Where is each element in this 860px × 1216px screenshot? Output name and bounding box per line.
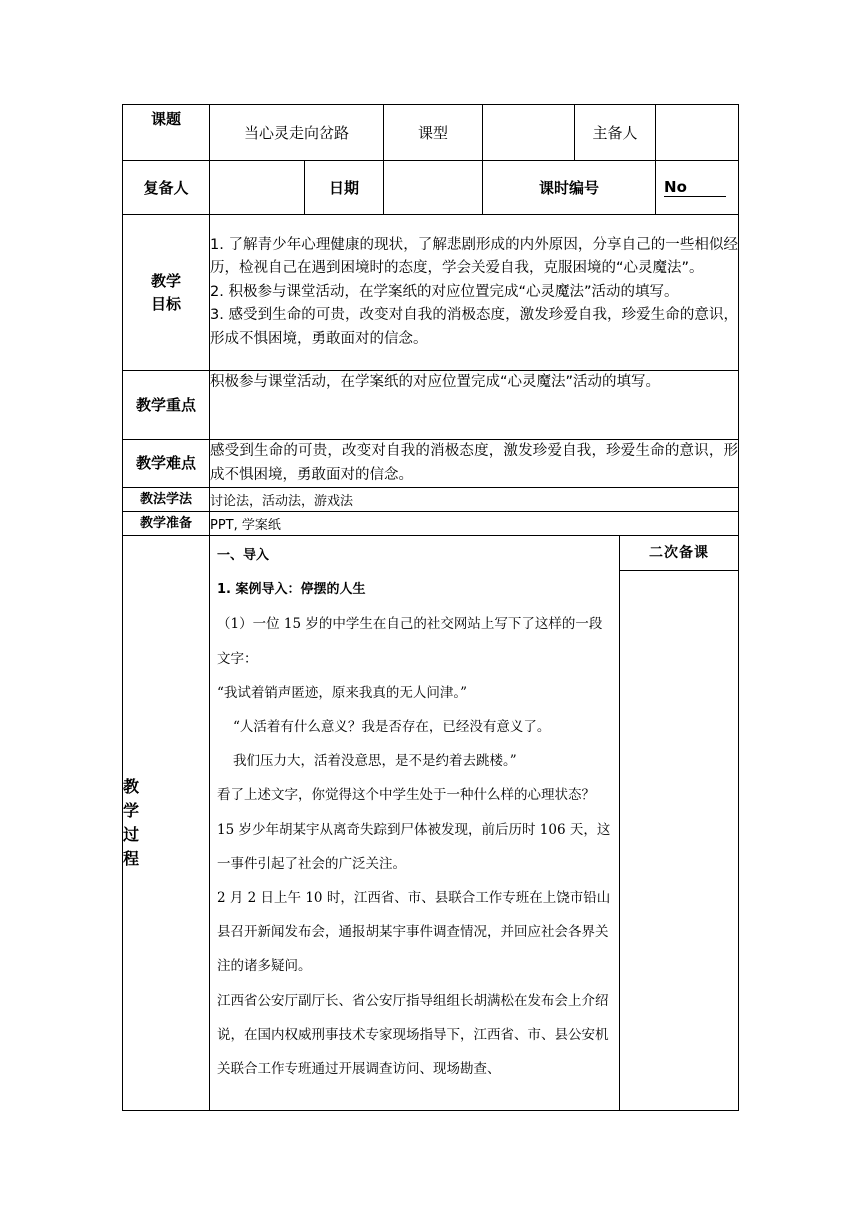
key-points-label: 教学重点 (123, 371, 210, 440)
topic-label: 课题 (123, 105, 210, 161)
process-paragraph: 江西省公安厅副厅长、省公安厅指导组组长胡满松在发布会上介绍说，在国内权威刑事技术专家现场指导下，江西省、市、县公安机关联合工作专班通过开展调查访问、现场勘查、 (217, 992, 609, 1078)
lead-preparer-label: 主备人 (575, 105, 656, 161)
preparation-text: PPT, 学案纸 (210, 512, 739, 536)
lesson-number-cell (656, 161, 739, 215)
preparation-label: 教学准备 (123, 512, 210, 536)
objectives-text: 1. 了解青少年心理健康的现状，了解悲剧形成的内外原因，分享自己的一些相似经历，检视自己在遇到困境时的态度，学会关爱自我，克服困境的“心灵魔法”。 2. 积极参与课堂活动，在学案纸的对应位置完成“心灵魔法”活动的填写。 3. 感受到生命的可贵，改变对自我的消极态度，激发珍爱自我，珍爱生命的意识，形成不惧困境，勇敢面对的信念。 (210, 215, 739, 371)
objectives-label-line2: 目标 (150, 294, 181, 313)
process-paragraph: “人活着有什么意义？我是否存在，已经没有意义了。 (233, 719, 551, 736)
lesson-type-label: 课型 (384, 105, 483, 161)
process-label (123, 536, 210, 1111)
lesson-number-label: 课时编号 (483, 161, 656, 215)
process-label-char: 过 (123, 825, 140, 844)
process-paragraph: 15 岁少年胡某宇从离奇失踪到尸体被发现，前后历时 106 天，这一事件引起了社会的广泛关注。 (217, 821, 611, 872)
process-label-char: 教 (123, 777, 140, 796)
lesson-type-value (483, 105, 575, 161)
methods-text: 讨论法，活动法，游戏法 (210, 488, 739, 512)
reviewer-label: 复备人 (123, 161, 210, 215)
key-points-text: 积极参与课堂活动，在学案纸的对应位置完成“心灵魔法”活动的填写。 (210, 371, 739, 440)
topic-value: 当心灵走向岔路 (210, 105, 384, 161)
process-paragraph: 看了上述文字，你觉得这个中学生处于一种什么样的心理状态？ (217, 787, 595, 804)
lesson-plan-table (122, 104, 739, 1111)
second-prep-column (620, 536, 738, 1110)
process-label-char: 学 (123, 801, 140, 820)
process-content (210, 536, 738, 1110)
reviewer-value (210, 161, 305, 215)
difficulties-label: 教学难点 (123, 440, 210, 488)
second-prep-notes (620, 571, 738, 1110)
date-label: 日期 (305, 161, 384, 215)
process-paragraph: 2 月 2 日上午 10 时，江西省、市、县联合工作专班在上饶市铅山县召开新闻发布会，通报胡某宇事件调查情况，并回应社会各界关注的诸多疑问。 (217, 890, 611, 975)
methods-label: 教法学法 (123, 488, 210, 512)
lesson-number-value: No (664, 178, 726, 197)
lead-preparer-value (656, 105, 739, 161)
date-value (384, 161, 483, 215)
second-prep-label: 二次备课 (620, 536, 738, 571)
process-label-char: 程 (123, 849, 140, 868)
objectives-label (123, 215, 210, 371)
subsection-title: 1. 案例导入：停摆的人生 (217, 582, 366, 598)
process-paragraph: （1）一位 15 岁的中学生在自己的社交网站上写下了这样的一段文字： (217, 616, 603, 667)
process-paragraph: 我们压力大，活着没意思，是不是约着去跳楼。” (233, 753, 517, 770)
process-paragraph: “我试着销声匿迹，原来我真的无人问津。” (217, 684, 468, 701)
difficulties-text: 感受到生命的可贵，改变对自我的消极态度，激发珍爱自我，珍爱生命的意识，形成不惧困境，勇敢面对的信念。 (210, 440, 739, 488)
section-title: 一、导入 (217, 548, 270, 563)
objectives-label-line1: 教学 (150, 271, 181, 290)
process-content-cell (210, 536, 739, 1111)
process-main-column (210, 536, 620, 1110)
